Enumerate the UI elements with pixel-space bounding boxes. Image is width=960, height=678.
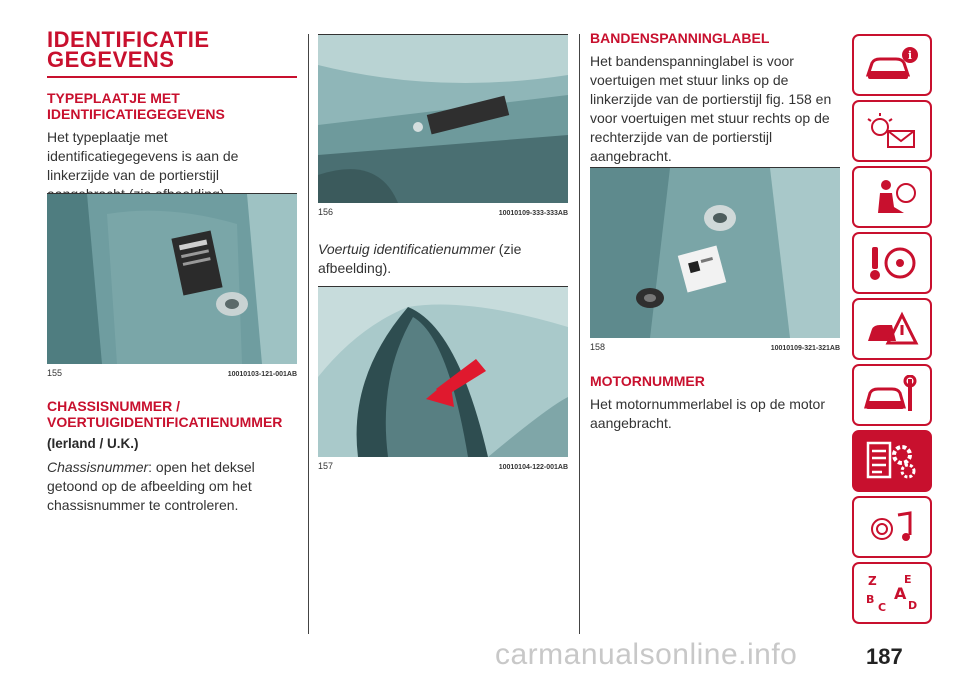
svg-text:Z: Z	[868, 574, 877, 588]
tab-maintenance[interactable]	[852, 364, 932, 426]
column-divider	[308, 34, 309, 634]
tab-car-info[interactable]	[852, 34, 932, 96]
motor-section	[590, 373, 840, 433]
chassis-section	[47, 398, 297, 515]
voertuig-text-italic: Voertuig identificatienummer	[318, 241, 495, 257]
figure-156	[318, 34, 568, 217]
chassis-text	[47, 458, 297, 515]
figure-157-photo	[318, 286, 568, 457]
sill-plate-photo	[318, 35, 568, 203]
tab-index[interactable]	[852, 562, 932, 624]
chassis-text-italic: Chassisnummer	[47, 459, 149, 475]
page-title: IDENTIFICATIE GEGEVENS	[47, 30, 297, 78]
tab-technical-data[interactable]	[852, 430, 932, 492]
banden-heading: BANDENSPANNINGLABEL	[590, 30, 770, 46]
motor-text: Het motornummerlabel is op de motor aangebracht.	[590, 396, 825, 431]
car-wrench-icon	[864, 375, 920, 415]
column-left	[47, 27, 297, 204]
figure-156-number: 156	[318, 207, 334, 217]
car-warning-triangle-icon	[864, 309, 920, 349]
tab-warning-lights[interactable]	[852, 100, 932, 162]
door-pillar-label-photo	[47, 194, 297, 364]
page-number: 187	[866, 644, 903, 669]
chassis-subheading: (Ierland / U.K.)	[47, 436, 139, 451]
tab-safety[interactable]	[852, 166, 932, 228]
figure-158-code: 10010109-321-321AB	[770, 345, 840, 352]
svg-text:i: i	[907, 49, 913, 62]
column-divider-2	[579, 34, 580, 634]
windshield-vin-photo	[318, 287, 568, 457]
alphabetical-index-icon	[864, 571, 920, 615]
figure-155-code: 10010103-121-001AB	[227, 371, 297, 378]
voertuig-section	[318, 240, 568, 278]
chassis-text-rest: : open het deksel getoond op de afbeelding om het chassisnummer te controleren.	[47, 459, 255, 513]
voertuig-text	[318, 240, 568, 278]
warning-light-mail-icon	[864, 111, 920, 151]
figure-158	[590, 167, 840, 352]
voertuig-text-rest: (zie afbeelding).	[318, 241, 522, 276]
figure-155-photo	[47, 193, 297, 364]
tire-pressure-label-photo	[590, 168, 840, 338]
svg-text:C: C	[878, 601, 887, 614]
chassis-heading: CHASSISNUMMER / VOERTUIGIDENTIFICATIENUMMER	[47, 398, 283, 430]
figure-155-number: 155	[47, 368, 63, 378]
figure-157-number: 157	[318, 461, 334, 471]
typeplaatje-text: Het typeplaatje met identificatiegegevens is aan de linkerzijde van de portierstijl	[47, 129, 239, 183]
typeplaatje-heading: TYPEPLAATJE MET IDENTIFICATIEGEGEVENS	[47, 90, 225, 122]
multimedia-icon	[864, 507, 920, 547]
car-info-icon	[864, 45, 920, 85]
tab-multimedia[interactable]	[852, 496, 932, 558]
figure-158-photo	[590, 167, 840, 338]
figure-156-photo	[318, 34, 568, 203]
banden-section	[590, 30, 840, 166]
svg-text:E: E	[904, 573, 912, 586]
specs-gears-icon	[864, 439, 920, 483]
figure-157-code: 10010104-122-001AB	[498, 464, 568, 471]
airbag-seat-icon	[864, 177, 920, 217]
figure-156-code: 10010109-333-333AB	[498, 210, 568, 217]
figure-158-number: 158	[590, 342, 606, 352]
watermark: carmanualsonline.info	[495, 638, 798, 671]
svg-text:A: A	[894, 584, 907, 603]
svg-text:D: D	[908, 599, 918, 612]
banden-text: Het bandenspanninglabel is voor voertuigen met stuur links op de linkerzijde van de portierstijl fig. 158 en voor voertuigen met stuur rechts op de rechterzijde van de portierstijl aangebracht.	[590, 53, 832, 164]
svg-text:B: B	[866, 593, 875, 606]
tab-emergency[interactable]	[852, 298, 932, 360]
tab-starting-driving[interactable]	[852, 232, 932, 294]
motor-heading: MOTORNUMMER	[590, 373, 705, 389]
figure-155	[47, 193, 297, 378]
figure-157	[318, 286, 568, 471]
key-steering-wheel-icon	[864, 243, 920, 283]
